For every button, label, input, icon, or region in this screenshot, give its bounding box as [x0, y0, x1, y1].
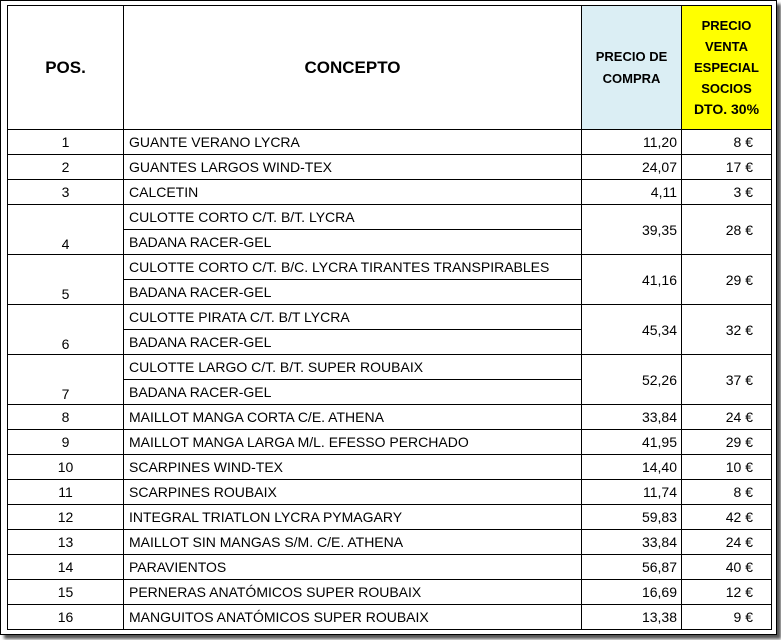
row-precio-venta: 28 €: [682, 205, 772, 255]
table-row: [8, 505, 772, 530]
header-concepto: CONCEPTO: [124, 6, 582, 130]
table-row: [8, 605, 772, 630]
row-precio-venta: 17 €: [682, 155, 772, 180]
row-concepto: CULOTTE CORTO C/T. B/T. LYCRA: [124, 205, 582, 230]
row-precio-compra: 33,84: [582, 405, 682, 430]
row-concepto: CULOTTE LARGO C/T. B/T. SUPER ROUBAIX: [124, 355, 582, 380]
row-concepto: PERNERAS ANATÓMICOS SUPER ROUBAIX: [124, 580, 582, 605]
row-precio-compra: 14,40: [582, 455, 682, 480]
row-pos: 15: [8, 580, 124, 605]
table-row: [8, 480, 772, 505]
row-concepto-line: BADANA RACER-GEL: [124, 330, 582, 355]
row-concepto: SCARPINES WIND-TEX: [124, 455, 582, 480]
row-precio-venta: 9 €: [682, 605, 772, 630]
row-pos: 11: [8, 480, 124, 505]
price-table: [7, 5, 772, 630]
row-precio-venta: 3 €: [682, 180, 772, 205]
row-pos: 12: [8, 505, 124, 530]
row-precio-compra: 11,20: [582, 130, 682, 155]
row-concepto: INTEGRAL TRIATLON LYCRA PYMAGARY: [124, 505, 582, 530]
row-pos: 13: [8, 530, 124, 555]
row-precio-compra: 41,95: [582, 430, 682, 455]
header-compra-line1: PRECIO DE: [595, 48, 668, 64]
table-row: [8, 305, 772, 330]
row-concepto: SCARPINES ROUBAIX: [124, 480, 582, 505]
header-venta-line2: VENTA: [704, 39, 749, 54]
row-precio-venta: 40 €: [682, 555, 772, 580]
row-precio-venta: 29 €: [682, 430, 772, 455]
header-precio-compra: [582, 6, 682, 130]
header-venta-line4: SOCIOS: [701, 81, 752, 96]
table-row: [8, 205, 772, 230]
row-precio-compra: 11,74: [582, 480, 682, 505]
row-concepto-line: BADANA RACER-GEL: [124, 230, 582, 255]
row-precio-compra: 41,16: [582, 255, 682, 305]
header-pos: POS.: [8, 6, 124, 130]
table-row: [8, 130, 772, 155]
table-row: [8, 255, 772, 280]
row-pos: 7: [8, 355, 124, 405]
row-concepto: CULOTTE PIRATA C/T. B/T LYCRA: [124, 305, 582, 330]
row-precio-venta: 29 €: [682, 255, 772, 305]
header-precio-venta: [682, 6, 772, 130]
row-precio-compra: 13,38: [582, 605, 682, 630]
table-row: [8, 355, 772, 380]
row-pos: 4: [8, 205, 124, 255]
row-pos: 2: [8, 155, 124, 180]
row-precio-compra: 59,83: [582, 505, 682, 530]
row-pos: 8: [8, 405, 124, 430]
header-row: [8, 6, 772, 130]
row-precio-compra: 24,07: [582, 155, 682, 180]
row-concepto: CULOTTE CORTO C/T. B/C. LYCRA TIRANTES TRANSPIRABLES: [124, 255, 582, 280]
table-row: [8, 455, 772, 480]
row-concepto-line: BADANA RACER-GEL: [124, 280, 582, 305]
row-precio-compra: 45,34: [582, 305, 682, 355]
row-precio-venta: 12 €: [682, 580, 772, 605]
row-concepto: PARAVIENTOS: [124, 555, 582, 580]
row-precio-venta: 24 €: [682, 530, 772, 555]
row-concepto: GUANTE VERANO LYCRA: [124, 130, 582, 155]
row-pos: 10: [8, 455, 124, 480]
row-concepto: MAILLOT SIN MANGAS S/M. C/E. ATHENA: [124, 530, 582, 555]
row-precio-venta: 32 €: [682, 305, 772, 355]
row-pos: 9: [8, 430, 124, 455]
row-precio-compra: 33,84: [582, 530, 682, 555]
row-pos: 14: [8, 555, 124, 580]
row-concepto: MAILLOT MANGA LARGA M/L. EFESSO PERCHADO: [124, 430, 582, 455]
header-venta-line5: DTO. 30%: [693, 101, 760, 117]
header-venta-line3: ESPECIAL: [693, 60, 759, 75]
table-row: [8, 555, 772, 580]
table-row: [8, 430, 772, 455]
header-compra-line2: COMPRA: [602, 70, 661, 86]
row-precio-compra: 56,87: [582, 555, 682, 580]
row-pos: 1: [8, 130, 124, 155]
row-precio-compra: 39,35: [582, 205, 682, 255]
row-concepto: MANGUITOS ANATÓMICOS SUPER ROUBAIX: [124, 605, 582, 630]
row-pos: 3: [8, 180, 124, 205]
row-precio-venta: 8 €: [682, 130, 772, 155]
table-row: [8, 155, 772, 180]
row-precio-venta: 37 €: [682, 355, 772, 405]
table-row: [8, 580, 772, 605]
row-precio-venta: 42 €: [682, 505, 772, 530]
row-concepto: GUANTES LARGOS WIND-TEX: [124, 155, 582, 180]
row-concepto: CALCETIN: [124, 180, 582, 205]
row-precio-venta: 24 €: [682, 405, 772, 430]
table-row: [8, 405, 772, 430]
table-row: [8, 530, 772, 555]
table-row: [8, 180, 772, 205]
row-concepto-line: BADANA RACER-GEL: [124, 380, 582, 405]
row-precio-compra: 4,11: [582, 180, 682, 205]
row-pos: 16: [8, 605, 124, 630]
row-concepto: MAILLOT MANGA CORTA C/E. ATHENA: [124, 405, 582, 430]
row-pos: 5: [8, 255, 124, 305]
table-body: [8, 130, 772, 630]
row-precio-compra: 52,26: [582, 355, 682, 405]
row-pos: 6: [8, 305, 124, 355]
row-precio-venta: 10 €: [682, 455, 772, 480]
header-venta-line1: PRECIO: [701, 18, 752, 33]
row-precio-venta: 8 €: [682, 480, 772, 505]
row-precio-compra: 16,69: [582, 580, 682, 605]
